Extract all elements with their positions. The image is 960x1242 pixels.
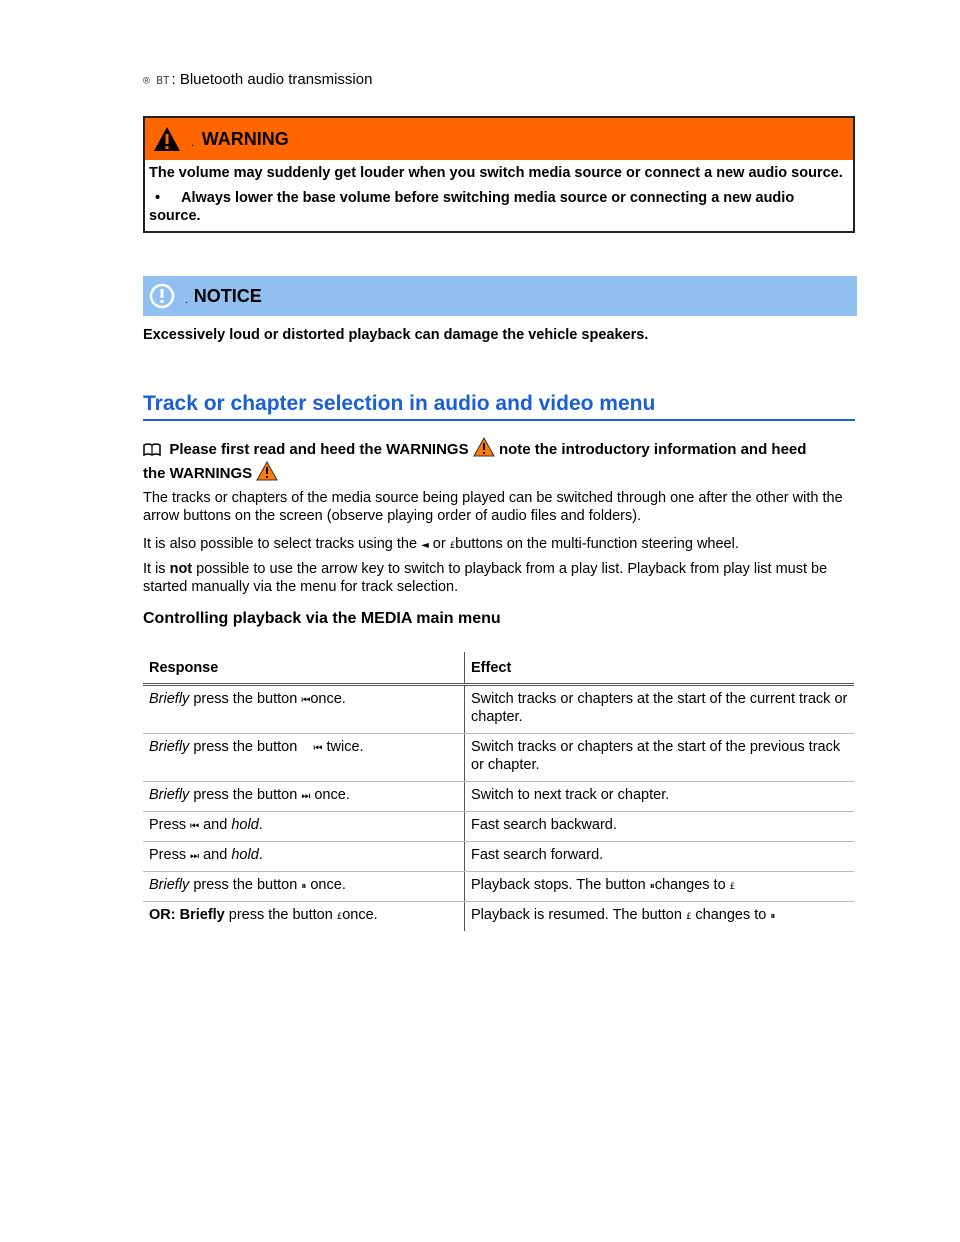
warning-triangle-icon — [256, 461, 278, 481]
response-and: and — [199, 817, 232, 833]
bt-icon: ® BT — [143, 74, 170, 87]
exclamation-circle-icon — [149, 283, 175, 309]
effect-text-b: changes to — [654, 877, 730, 893]
effect-text: Playback stops. The button — [471, 877, 650, 893]
notice-dot: . — [185, 294, 188, 306]
warning-bullet-text: Always lower the base volume before switching media source or connecting a new audio source. — [149, 190, 795, 224]
effect-cell — [465, 902, 855, 932]
paragraph-steering-wheel — [143, 535, 855, 555]
paragraph-playlist — [143, 560, 855, 596]
response-emphasis: Briefly — [149, 877, 190, 893]
response-text: press the button — [189, 739, 302, 755]
effect-cell: Switch tracks or chapters at the start of the previous track or chapter. — [465, 734, 855, 782]
warning-header — [145, 118, 853, 160]
warning-title: WARNING — [201, 128, 289, 149]
pause-icon: ⏸ — [301, 881, 307, 892]
read-note-part-b: note the introductory information and heed — [498, 441, 807, 458]
play-icon: £ — [685, 912, 692, 922]
playback-controls-table — [143, 652, 854, 931]
warning-dot: . — [191, 137, 194, 149]
response-text: Press — [149, 817, 191, 833]
read-note-part-a: Please first read and heed the WARNINGS — [169, 441, 469, 458]
response-tail: . — [258, 847, 263, 863]
response-text: press the button — [189, 691, 302, 707]
table-row — [143, 685, 854, 734]
response-tail: once. — [310, 787, 350, 803]
response-emphasis: Briefly — [149, 787, 190, 803]
warning-text: The volume may suddenly get louder when you switch media source or connect a new audio source. — [149, 165, 843, 181]
warning-bullet-item — [149, 189, 847, 225]
response-cell — [143, 842, 465, 872]
paragraph-3-part-b: possible to use the arrow key to switch to playback from a play list. Playback from play list must be started manually via the menu for track selection. — [143, 561, 828, 595]
response-tail: once. — [306, 877, 346, 893]
response-cell — [143, 685, 465, 734]
response-emphasis: OR: Briefly — [149, 907, 225, 923]
effect-cell: Fast search forward. — [465, 842, 855, 872]
response-text: press the button — [189, 877, 302, 893]
response-emphasis: hold — [231, 817, 259, 833]
previous-track-icon: ⏮ — [313, 743, 323, 754]
pause-icon: ⏸ — [770, 911, 776, 922]
paragraph-2-part-a: It is also possible to select tracks using the — [143, 536, 418, 552]
column-header-effect: Effect — [465, 652, 855, 685]
effect-cell: Fast search backward. — [465, 812, 855, 842]
notice-title: NOTICE — [193, 285, 262, 306]
response-tail: once. — [342, 907, 378, 923]
paragraph-3-part-a: It is — [143, 561, 166, 577]
effect-text: Playback is resumed. The button — [471, 907, 686, 923]
response-text: Press — [149, 847, 191, 863]
effect-cell — [465, 872, 855, 902]
response-cell — [143, 902, 465, 932]
table-row — [143, 842, 854, 872]
notice-text: Excessively loud or distorted playback can damage the vehicle speakers. — [143, 327, 649, 343]
column-header-response: Response — [143, 652, 465, 685]
table-row — [143, 902, 854, 932]
paragraph-1-text: The tracks or chapters of the media source being played can be switched through one after the other with the arrow buttons on the screen (observe playing order of audio files and folders). — [143, 490, 843, 524]
read-note — [143, 437, 855, 485]
section-title: Track or chapter selection in audio and video menu — [143, 392, 855, 421]
table-row — [143, 782, 854, 812]
response-text: press the button — [189, 787, 302, 803]
previous-track-icon: ⏮ — [301, 695, 311, 706]
read-note-part-c: the WARNINGS — [143, 465, 253, 482]
response-tail: once. — [310, 691, 346, 707]
left-arrow-icon: ◄ — [421, 540, 429, 551]
response-and: and — [199, 847, 232, 863]
bt-line-text: : Bluetooth audio transmission — [171, 71, 373, 88]
response-cell — [143, 782, 465, 812]
table-row — [143, 812, 854, 842]
paragraph-3-not: not — [169, 561, 193, 577]
response-cell — [143, 872, 465, 902]
pause-icon: ⏸ — [649, 881, 655, 892]
warning-box — [143, 116, 855, 233]
next-track-icon: ⏭ — [301, 791, 311, 802]
table-row — [143, 872, 854, 902]
effect-cell: Switch to next track or chapter. — [465, 782, 855, 812]
response-text: press the button — [224, 907, 337, 923]
response-emphasis: hold — [231, 847, 259, 863]
paragraph-2-part-b: buttons on the multi-function steering wheel. — [455, 536, 739, 552]
play-icon: £ — [336, 912, 343, 922]
response-cell — [143, 812, 465, 842]
notice-header — [143, 276, 857, 316]
previous-track-icon: ⏮ — [190, 821, 200, 832]
response-emphasis: Briefly — [149, 739, 190, 755]
warning-body — [145, 160, 853, 231]
response-emphasis: Briefly — [149, 691, 190, 707]
response-tail: twice. — [322, 739, 364, 755]
effect-cell: Switch tracks or chapters at the start of the current track or chapter. — [465, 685, 855, 734]
bullet-icon: • — [155, 190, 161, 206]
warning-triangle-icon — [153, 126, 181, 152]
bluetooth-line — [143, 71, 372, 88]
response-tail: . — [258, 817, 263, 833]
subsection-title: Controlling playback via the MEDIA main menu — [143, 610, 501, 627]
table-header-row — [143, 652, 854, 685]
paragraph-track-switching — [143, 489, 855, 525]
effect-text-b: changes to — [691, 907, 771, 923]
play-icon: £ — [729, 882, 736, 892]
next-button-icon: £ — [449, 541, 456, 551]
response-cell — [143, 734, 465, 782]
warning-triangle-icon — [473, 437, 495, 457]
table-row — [143, 734, 854, 782]
paragraph-2-or: or — [432, 536, 446, 552]
book-icon — [143, 443, 161, 457]
next-track-icon: ⏭ — [190, 851, 200, 862]
